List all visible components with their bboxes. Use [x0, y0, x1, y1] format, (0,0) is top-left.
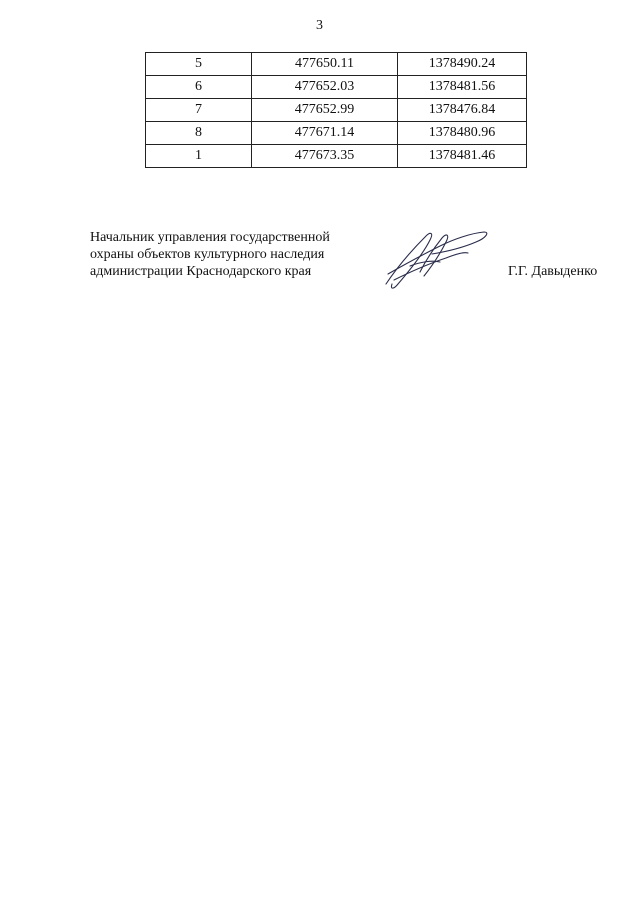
position-line: Начальник управления государственной [90, 230, 330, 245]
y-coordinate-cell: 1378476.84 [398, 99, 527, 122]
position-line: охраны объектов культурного наследия [90, 247, 325, 262]
table-row [146, 145, 527, 168]
signature-icon [380, 226, 492, 292]
x-coordinate-cell: 477652.99 [252, 99, 398, 122]
point-number-cell: 5 [146, 53, 252, 76]
y-coordinate-cell: 1378481.56 [398, 76, 527, 99]
x-coordinate-cell: 477650.11 [252, 53, 398, 76]
x-coordinate-cell: 477671.14 [252, 122, 398, 145]
coordinates-table [145, 52, 527, 168]
y-coordinate-cell: 1378490.24 [398, 53, 527, 76]
point-number-cell: 7 [146, 99, 252, 122]
x-coordinate-cell: 477673.35 [252, 145, 398, 168]
y-coordinate-cell: 1378480.96 [398, 122, 527, 145]
y-coordinate-cell: 1378481.46 [398, 145, 527, 168]
point-number-cell: 1 [146, 145, 252, 168]
point-number-cell: 6 [146, 76, 252, 99]
position-line: администрации Краснодарского края [90, 264, 312, 279]
table-row [146, 122, 527, 145]
page-number: 3 [316, 18, 323, 33]
table-row [146, 53, 527, 76]
x-coordinate-cell: 477652.03 [252, 76, 398, 99]
table-row [146, 99, 527, 122]
point-number-cell: 8 [146, 122, 252, 145]
signatory-position [90, 229, 370, 280]
signer-name: Г.Г. Давыденко [508, 264, 598, 279]
table-row [146, 76, 527, 99]
